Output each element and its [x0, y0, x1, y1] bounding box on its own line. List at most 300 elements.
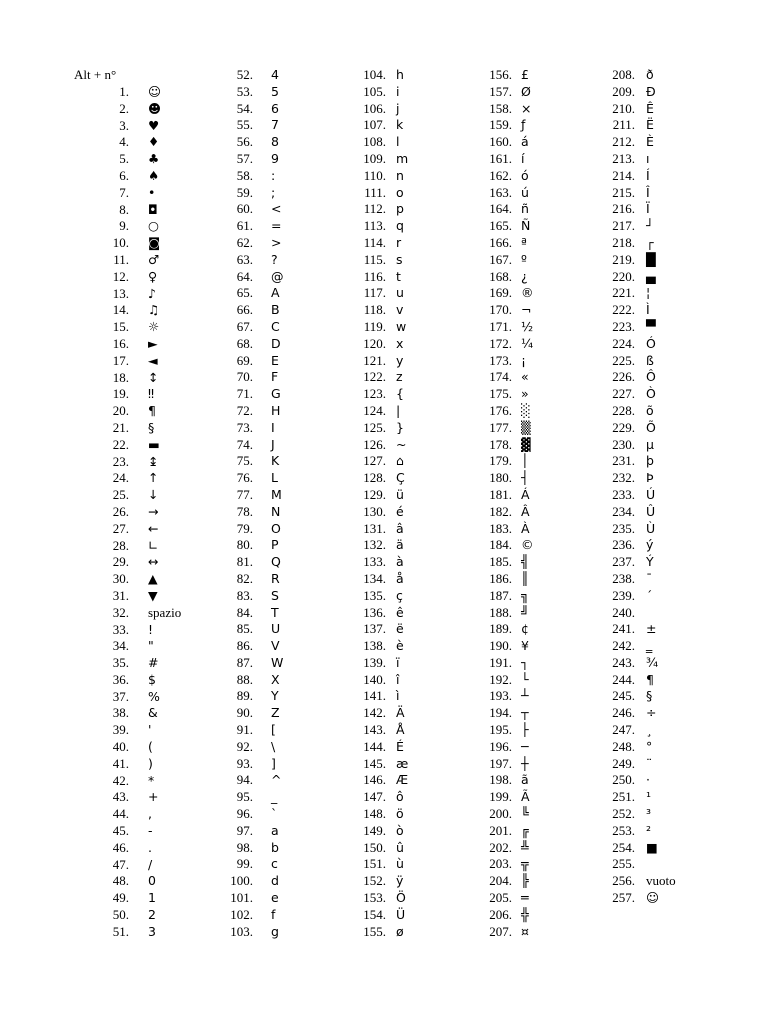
- alt-code-number: 106.: [363, 100, 386, 116]
- alt-code-character: u: [396, 285, 404, 301]
- alt-code-character: ı: [646, 150, 650, 166]
- alt-code-character: ð: [646, 67, 654, 82]
- alt-code-number: 170.: [489, 302, 512, 318]
- alt-code-character: T: [271, 604, 279, 620]
- alt-code-character: /: [148, 856, 153, 872]
- alt-code-character: .: [148, 839, 152, 855]
- alt-code-number: 147.: [363, 789, 386, 805]
- alt-code-character: Õ: [646, 419, 656, 435]
- alt-code-character: O: [271, 520, 281, 536]
- alt-code-character: ↔: [148, 554, 159, 570]
- alt-code-character: {: [396, 386, 404, 402]
- alt-code-character: Ý: [646, 554, 654, 570]
- alt-code-character: ♠: [148, 167, 160, 183]
- alt-code-character: ─: [521, 738, 529, 754]
- alt-code-character: vuoto: [646, 873, 676, 889]
- alt-code-number: 41.: [112, 755, 129, 771]
- alt-code-character: c: [271, 856, 278, 872]
- alt-code-number: 4.: [119, 134, 129, 150]
- alt-code-character: -: [148, 823, 153, 839]
- alt-code-number: 82.: [236, 570, 253, 586]
- alt-code-number: 44.: [112, 806, 129, 822]
- alt-code-character: }: [396, 419, 404, 435]
- alt-code-number: 116.: [363, 268, 386, 284]
- alt-code-number: 110.: [363, 167, 386, 183]
- alt-code-number: 230.: [612, 436, 635, 452]
- alt-code-number: 46.: [112, 839, 129, 855]
- alt-code-number: 225.: [612, 352, 635, 368]
- alt-code-character: M: [271, 486, 282, 502]
- alt-code-number: 89.: [236, 688, 253, 704]
- alt-code-number: 72.: [236, 402, 253, 418]
- alt-code-character: b: [271, 839, 279, 855]
- alt-code-number: 115.: [363, 251, 386, 267]
- alt-code-number: 221.: [612, 285, 635, 301]
- alt-code-character: 2: [148, 907, 156, 923]
- alt-code-number: 109.: [363, 150, 386, 166]
- alt-code-character: ¹: [646, 789, 652, 805]
- alt-code-number: 192.: [489, 671, 512, 687]
- alt-code-number: 143.: [363, 722, 386, 738]
- alt-code-number: 27.: [112, 520, 129, 536]
- alt-code-number: 31.: [112, 587, 129, 603]
- alt-code-number: 138.: [363, 638, 386, 654]
- alt-code-number: 79.: [236, 520, 253, 536]
- alt-code-character: ╣: [521, 554, 529, 570]
- alt-code-character: 7: [271, 117, 279, 133]
- alt-code-number: 114.: [363, 234, 386, 250]
- alt-code-number: 40.: [112, 739, 129, 755]
- alt-code-character: ╚: [521, 806, 529, 822]
- alt-code-number: 8.: [119, 201, 129, 217]
- alt-code-character: ↕: [148, 369, 159, 385]
- alt-code-number: 243.: [612, 654, 635, 670]
- alt-code-number: 194.: [489, 705, 512, 721]
- alt-code-character: 8: [271, 134, 279, 150]
- alt-code-number: 151.: [363, 856, 386, 872]
- alt-code-character: ¬: [521, 302, 532, 318]
- alt-code-character: Å: [396, 722, 405, 738]
- alt-code-number: 154.: [363, 906, 386, 922]
- alt-code-number: 87.: [236, 654, 253, 670]
- alt-code-number: 227.: [612, 386, 635, 402]
- alt-code-character: ┘: [646, 218, 654, 234]
- alt-code-character: \: [271, 738, 276, 754]
- alt-code-number: 238.: [612, 570, 635, 586]
- alt-code-character: ?: [271, 251, 278, 267]
- alt-code-number: 226.: [612, 369, 635, 385]
- alt-code-number: 253.: [612, 822, 635, 838]
- alt-code-number: 255.: [612, 856, 635, 872]
- alt-code-number: 177.: [489, 419, 512, 435]
- alt-code-number: 50.: [112, 907, 129, 923]
- alt-code-number: 23.: [112, 453, 129, 469]
- alt-code-character: F: [271, 369, 279, 385]
- alt-code-character: ä: [396, 537, 404, 553]
- alt-code-number: 52.: [236, 67, 253, 82]
- alt-code-number: 118.: [363, 302, 386, 318]
- alt-code-number: 250.: [612, 772, 635, 788]
- alt-code-number: 224.: [612, 335, 635, 351]
- alt-code-character: ã: [521, 772, 529, 788]
- alt-code-character: ;: [271, 184, 276, 200]
- alt-code-number: 17.: [112, 352, 129, 368]
- alt-code-number: 122.: [363, 369, 386, 385]
- alt-code-number: 245.: [612, 688, 635, 704]
- alt-code-number: 153.: [363, 890, 386, 906]
- alt-code-character: │: [521, 453, 529, 469]
- alt-code-number: 71.: [236, 386, 253, 402]
- alt-code-character: 4: [271, 67, 279, 82]
- alt-code-number: 63.: [236, 251, 253, 267]
- alt-code-number: 188.: [489, 604, 512, 620]
- alt-code-character: ù: [396, 856, 404, 872]
- alt-code-character: ↑: [148, 470, 159, 486]
- alt-code-character: ♣: [148, 151, 160, 167]
- alt-code-character: ª: [521, 234, 527, 250]
- alt-code-character: ²: [646, 822, 652, 838]
- alt-code-number: 105.: [363, 83, 386, 99]
- alt-code-character: Â: [521, 503, 530, 519]
- alt-code-character: >: [271, 234, 282, 250]
- alt-code-number: 149.: [363, 822, 386, 838]
- alt-code-number: 200.: [489, 806, 512, 822]
- alt-code-number: 119.: [363, 318, 386, 334]
- alt-code-number: 158.: [489, 100, 512, 116]
- alt-code-character: <: [271, 201, 282, 217]
- alt-code-character: !: [148, 621, 154, 637]
- alt-code-character: ∟: [148, 537, 159, 553]
- alt-code-character: ╝: [521, 604, 529, 620]
- alt-code-character: ╩: [521, 839, 529, 855]
- alt-code-number: 36.: [112, 671, 129, 687]
- alt-code-character: ¿: [521, 268, 528, 284]
- alt-code-character: ‗: [646, 638, 653, 654]
- alt-code-character: +: [148, 789, 159, 805]
- alt-code-number: 92.: [236, 738, 253, 754]
- alt-code-character: Î: [646, 184, 650, 200]
- alt-code-number: 103.: [230, 923, 253, 939]
- alt-code-number: 249.: [612, 755, 635, 771]
- alt-code-character: ■: [646, 839, 658, 855]
- alt-code-character: ◄: [148, 352, 158, 368]
- alt-code-number: 133.: [363, 554, 386, 570]
- alt-code-character: ♂: [148, 251, 160, 267]
- alt-code-number: 55.: [236, 117, 253, 133]
- alt-code-character: 1: [148, 890, 156, 906]
- alt-code-character: ¤: [521, 923, 529, 939]
- alt-code-number: 257.: [612, 890, 635, 906]
- alt-code-number: 152.: [363, 873, 386, 889]
- alt-code-character: è: [396, 638, 404, 654]
- alt-code-character: e: [271, 890, 279, 906]
- alt-code-character: ╔: [521, 822, 529, 838]
- alt-code-number: 20.: [112, 403, 129, 419]
- alt-code-number: 132.: [363, 537, 386, 553]
- alt-code-number: 54.: [236, 100, 253, 116]
- alt-code-number: 185.: [489, 554, 512, 570]
- alt-code-character: A: [271, 285, 280, 301]
- alt-code-character: ö: [396, 806, 404, 822]
- alt-code-character: E: [271, 352, 279, 368]
- alt-code-number: 128.: [363, 470, 386, 486]
- alt-code-number: 206.: [489, 906, 512, 922]
- alt-code-number: 214.: [612, 167, 635, 183]
- alt-code-character: Ï: [646, 201, 650, 217]
- alt-code-number: 91.: [236, 722, 253, 738]
- alt-code-number: 56.: [236, 134, 253, 150]
- alt-code-character: S: [271, 587, 279, 603]
- alt-code-character: C: [271, 318, 280, 334]
- alt-code-character: Ì: [646, 302, 650, 318]
- alt-code-number: 223.: [612, 318, 635, 334]
- alt-code-number: 145.: [363, 755, 386, 771]
- alt-code-number: 167.: [489, 251, 512, 267]
- alt-code-character: x: [396, 335, 404, 351]
- alt-code-character: ¥: [521, 638, 529, 654]
- alt-code-character: ß: [646, 352, 654, 368]
- alt-code-character: r: [396, 234, 402, 250]
- alt-code-character: w: [396, 318, 407, 334]
- alt-code-number: 12.: [112, 268, 129, 284]
- alt-code-character: Ã: [521, 789, 530, 805]
- alt-code-character: ÿ: [396, 873, 404, 889]
- alt-code-character: Ô: [646, 369, 656, 385]
- alt-code-number: 248.: [612, 738, 635, 754]
- alt-code-character: ì: [396, 688, 400, 704]
- alt-code-character: 0: [148, 873, 156, 889]
- alt-code-number: 60.: [236, 201, 253, 217]
- alt-code-character: Þ: [646, 470, 654, 486]
- alt-code-number: 93.: [236, 755, 253, 771]
- alt-code-number: 22.: [112, 436, 129, 452]
- alt-code-number: 246.: [612, 705, 635, 721]
- alt-code-character: ╬: [521, 906, 529, 922]
- alt-code-number: 202.: [489, 839, 512, 855]
- alt-code-number: 183.: [489, 520, 512, 536]
- alt-code-number: 229.: [612, 419, 635, 435]
- alt-code-number: 14.: [112, 302, 129, 318]
- alt-code-number: 160.: [489, 134, 512, 150]
- alt-code-number: 26.: [112, 503, 129, 519]
- alt-code-number: 33.: [112, 621, 129, 637]
- alt-code-character: @: [271, 268, 284, 284]
- alt-code-character: ‼: [148, 386, 155, 402]
- alt-code-number: 220.: [612, 268, 635, 284]
- alt-code-character: Ø: [521, 83, 531, 99]
- alt-code-number: 136.: [363, 604, 386, 620]
- alt-code-number: 108.: [363, 134, 386, 150]
- alt-code-number: 98.: [236, 839, 253, 855]
- alt-code-number: 207.: [489, 923, 512, 939]
- alt-code-character: Û: [646, 503, 656, 519]
- alt-code-number: 73.: [236, 419, 253, 435]
- alt-code-character: %: [148, 688, 160, 704]
- alt-code-number: 162.: [489, 167, 512, 183]
- alt-code-number: 65.: [236, 285, 253, 301]
- alt-code-number: 16.: [112, 335, 129, 351]
- alt-code-character: ▼: [148, 587, 158, 603]
- alt-code-number: 196.: [489, 738, 512, 754]
- alt-code-character: í: [521, 150, 525, 166]
- alt-code-number: 178.: [489, 436, 512, 452]
- alt-code-character: █: [646, 251, 656, 267]
- alt-code-number: 146.: [363, 772, 386, 788]
- alt-code-character: »: [521, 386, 529, 402]
- alt-code-number: 148.: [363, 806, 386, 822]
- alt-code-character: p: [396, 201, 404, 217]
- alt-code-character: l: [396, 134, 400, 150]
- alt-code-character: 5: [271, 83, 279, 99]
- alt-code-character: N: [271, 503, 281, 519]
- alt-code-character: ý: [646, 537, 654, 553]
- alt-code-character: s: [396, 251, 403, 267]
- alt-code-character: ▲: [148, 571, 158, 587]
- alt-code-character: ò: [396, 822, 404, 838]
- alt-code-number: 193.: [489, 688, 512, 704]
- alt-code-number: 51.: [112, 923, 129, 939]
- alt-code-number: 134.: [363, 570, 386, 586]
- alt-code-number: 139.: [363, 654, 386, 670]
- alt-code-character: t: [396, 268, 401, 284]
- alt-code-number: 83.: [236, 587, 253, 603]
- alt-code-character: ♫: [148, 302, 160, 318]
- alt-code-number: 169.: [489, 285, 512, 301]
- alt-code-number: 240.: [612, 604, 635, 620]
- alt-code-character: ¶: [646, 671, 654, 687]
- alt-code-number: 25.: [112, 487, 129, 503]
- alt-code-character: I: [271, 419, 275, 435]
- alt-code-character: h: [396, 67, 404, 82]
- alt-code-character: Ð: [646, 83, 656, 99]
- alt-code-number: 18.: [112, 369, 129, 385]
- alt-code-character: ~: [396, 436, 407, 452]
- alt-code-number: 215.: [612, 184, 635, 200]
- alt-code-number: 94.: [236, 772, 253, 788]
- alt-code-character: ô: [396, 789, 404, 805]
- alt-code-character: ø: [396, 923, 404, 939]
- alt-code-number: 121.: [363, 352, 386, 368]
- alt-code-character: ░: [521, 402, 531, 418]
- alt-code-number: 29.: [112, 554, 129, 570]
- alt-code-character: ): [148, 755, 153, 771]
- alt-code-number: 191.: [489, 654, 512, 670]
- alt-code-character: i: [396, 83, 400, 99]
- alt-code-character: `: [271, 806, 278, 822]
- alt-code-character: ü: [396, 486, 404, 502]
- alt-code-number: 58.: [236, 167, 253, 183]
- alt-code-number: 218.: [612, 234, 635, 250]
- alt-code-number: 244.: [612, 671, 635, 687]
- alt-code-character: ó: [521, 167, 529, 183]
- alt-code-character: ♪: [148, 285, 156, 301]
- alt-code-character: ☺: [148, 84, 162, 99]
- alt-code-number: 9.: [119, 218, 129, 234]
- alt-code-number: 100.: [230, 873, 253, 889]
- alt-code-number: 216.: [612, 201, 635, 217]
- alt-code-character: ╗: [521, 587, 529, 603]
- alt-code-character: ┬: [521, 705, 529, 721]
- alt-code-character: ": [148, 638, 154, 654]
- alt-code-character: ¸: [646, 722, 653, 738]
- alt-code-character: å: [396, 570, 404, 586]
- alt-code-character: ╦: [521, 856, 529, 872]
- alt-code-number: 247.: [612, 722, 635, 738]
- alt-code-character: ☻: [148, 100, 162, 116]
- alt-code-number: 186.: [489, 570, 512, 586]
- alt-code-number: 10.: [112, 235, 129, 251]
- alt-code-number: 69.: [236, 352, 253, 368]
- alt-code-number: 28.: [112, 537, 129, 553]
- alt-code-character: ¢: [521, 621, 529, 637]
- alt-code-character: ®: [521, 285, 534, 301]
- alt-code-number: 48.: [112, 873, 129, 889]
- alt-code-character: a: [271, 822, 279, 838]
- alt-code-number: 42.: [112, 772, 129, 788]
- alt-code-character: ║: [521, 570, 529, 586]
- alt-code-character: ☺: [646, 890, 660, 906]
- alt-code-character: È: [646, 134, 654, 150]
- alt-code-character: ┴: [521, 688, 529, 704]
- alt-code-number: 156.: [489, 67, 512, 82]
- alt-code-number: 155.: [363, 923, 386, 939]
- alt-code-character: ¡: [521, 352, 527, 368]
- alt-code-number: 228.: [612, 402, 635, 418]
- alt-code-character: §: [646, 688, 653, 704]
- alt-code-number: 239.: [612, 587, 635, 603]
- alt-code-character: ┼: [521, 755, 529, 771]
- alt-code-character: Ä: [396, 705, 405, 721]
- alt-code-number: 43.: [112, 789, 129, 805]
- alt-code-character: B: [271, 302, 280, 318]
- alt-code-number: 111.: [364, 184, 386, 200]
- alt-code-number: 172.: [489, 335, 512, 351]
- alt-code-character: →: [148, 503, 159, 519]
- alt-code-character: Ù: [646, 520, 656, 536]
- alt-code-number: 166.: [489, 234, 512, 250]
- alt-code-number: 57.: [236, 150, 253, 166]
- alt-code-character: £: [521, 67, 529, 82]
- alt-code-character: H: [271, 402, 281, 418]
- alt-code-character: ┤: [521, 470, 529, 486]
- alt-code-character: Ñ: [521, 218, 531, 234]
- alt-code-character: V: [271, 638, 280, 654]
- alt-code-number: 251.: [612, 789, 635, 805]
- alt-code-number: 201.: [489, 822, 512, 838]
- alt-code-number: 39.: [112, 722, 129, 738]
- alt-code-number: 241.: [612, 621, 635, 637]
- alt-code-character: v: [396, 302, 404, 318]
- alt-code-number: 233.: [612, 486, 635, 502]
- alt-code-character: °: [646, 738, 653, 754]
- alt-code-number: 137.: [363, 621, 386, 637]
- alt-code-number: 179.: [489, 453, 512, 469]
- alt-code-character: ¨: [646, 755, 653, 771]
- alt-code-character: :: [271, 167, 276, 183]
- alt-code-character: y: [396, 352, 404, 368]
- alt-code-character: └: [521, 671, 529, 687]
- alt-code-character: J: [271, 436, 275, 452]
- alt-code-character: é: [396, 503, 404, 519]
- alt-code-character: ': [148, 722, 152, 738]
- alt-code-number: 181.: [489, 486, 512, 502]
- alt-code-number: 35.: [112, 655, 129, 671]
- alt-code-number: 140.: [363, 671, 386, 687]
- alt-code-number: 99.: [236, 856, 253, 872]
- alt-code-character: À: [521, 520, 530, 536]
- alt-code-number: 37.: [112, 688, 129, 704]
- alt-code-character: ├: [521, 722, 529, 738]
